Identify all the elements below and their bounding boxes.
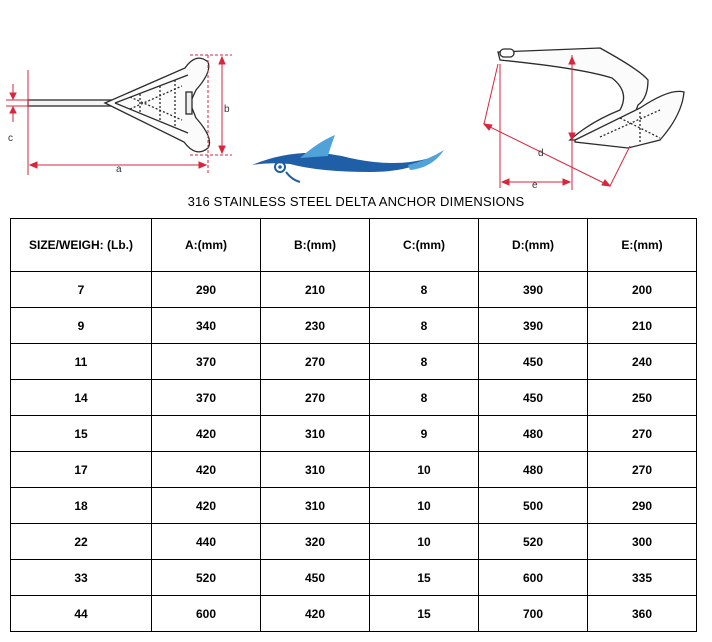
- table-cell: 33: [11, 560, 152, 596]
- table-cell: 10: [370, 524, 479, 560]
- table-cell: 8: [370, 308, 479, 344]
- table-header-cell: A:(mm): [152, 219, 261, 272]
- fish-logo: [252, 135, 444, 182]
- table-cell: 44: [11, 596, 152, 632]
- table-cell: 10: [370, 452, 479, 488]
- table-cell: 270: [261, 380, 370, 416]
- table-cell: 390: [479, 308, 588, 344]
- table-cell: 15: [11, 416, 152, 452]
- table-cell: 8: [370, 380, 479, 416]
- dimension-label-d: d: [538, 148, 544, 159]
- table-header-cell: C:(mm): [370, 219, 479, 272]
- table-cell: 450: [479, 380, 588, 416]
- table-row: [11, 416, 697, 452]
- anchor-side-view: [498, 48, 684, 148]
- table-cell: 320: [261, 524, 370, 560]
- table-cell: 480: [479, 416, 588, 452]
- table-cell: 290: [588, 488, 697, 524]
- table-cell: 440: [152, 524, 261, 560]
- table-cell: 15: [370, 596, 479, 632]
- table-cell: 370: [152, 380, 261, 416]
- table-header-cell: SIZE/WEIGH: (Lb.): [11, 219, 152, 272]
- anchor-dimension-diagram: [0, 0, 712, 200]
- table-cell: 310: [261, 416, 370, 452]
- table-cell: 8: [370, 344, 479, 380]
- table-cell: 310: [261, 452, 370, 488]
- page-title: 316 STAINLESS STEEL DELTA ANCHOR DIMENSIONS: [187, 194, 525, 209]
- table-row: [11, 596, 697, 632]
- table-cell: 335: [588, 560, 697, 596]
- table-cell: 520: [152, 560, 261, 596]
- table-cell: 420: [261, 596, 370, 632]
- table-cell: 240: [588, 344, 697, 380]
- table-row: [11, 272, 697, 308]
- table-cell: 9: [11, 308, 152, 344]
- table-cell: 230: [261, 308, 370, 344]
- table-cell: 480: [479, 452, 588, 488]
- dimension-label-e: e: [532, 180, 538, 191]
- table-cell: 17: [11, 452, 152, 488]
- table-cell: 200: [588, 272, 697, 308]
- table-cell: 10: [370, 488, 479, 524]
- table-row: [11, 560, 697, 596]
- table-row: [11, 344, 697, 380]
- dimension-label-b: b: [224, 104, 230, 115]
- table-cell: 420: [152, 416, 261, 452]
- table-cell: 420: [152, 488, 261, 524]
- table-cell: 600: [479, 560, 588, 596]
- table-cell: 8: [370, 272, 479, 308]
- table-header-row: [11, 219, 697, 272]
- table-cell: 270: [588, 416, 697, 452]
- dimension-label-c: c: [8, 133, 13, 144]
- table-cell: 390: [479, 272, 588, 308]
- table-row: [11, 488, 697, 524]
- table-header-cell: D:(mm): [479, 219, 588, 272]
- table-cell: 450: [261, 560, 370, 596]
- table-cell: 340: [152, 308, 261, 344]
- table-header-cell: B:(mm): [261, 219, 370, 272]
- table-cell: 450: [479, 344, 588, 380]
- table-cell: 360: [588, 596, 697, 632]
- table-cell: 290: [152, 272, 261, 308]
- table-cell: 270: [588, 452, 697, 488]
- table-cell: 11: [11, 344, 152, 380]
- table-cell: 18: [11, 488, 152, 524]
- table-cell: 310: [261, 488, 370, 524]
- table-cell: 600: [152, 596, 261, 632]
- table-header-cell: E:(mm): [588, 219, 697, 272]
- table-row: [11, 380, 697, 416]
- table-cell: 270: [261, 344, 370, 380]
- table-cell: 7: [11, 272, 152, 308]
- table-cell: 14: [11, 380, 152, 416]
- table-cell: 210: [261, 272, 370, 308]
- table-cell: 370: [152, 344, 261, 380]
- table-row: [11, 452, 697, 488]
- table-cell: 210: [588, 308, 697, 344]
- anchor-top-view: [28, 58, 210, 152]
- table-cell: 500: [479, 488, 588, 524]
- table-cell: 250: [588, 380, 697, 416]
- table-cell: 9: [370, 416, 479, 452]
- table-cell: 22: [11, 524, 152, 560]
- table-cell: 700: [479, 596, 588, 632]
- table-cell: 520: [479, 524, 588, 560]
- table-body: [11, 272, 697, 632]
- table-row: [11, 524, 697, 560]
- dimensions-table: [10, 218, 697, 632]
- table-row: [11, 308, 697, 344]
- dimension-label-a: a: [116, 164, 122, 175]
- table-cell: 300: [588, 524, 697, 560]
- table-cell: 15: [370, 560, 479, 596]
- table-cell: 420: [152, 452, 261, 488]
